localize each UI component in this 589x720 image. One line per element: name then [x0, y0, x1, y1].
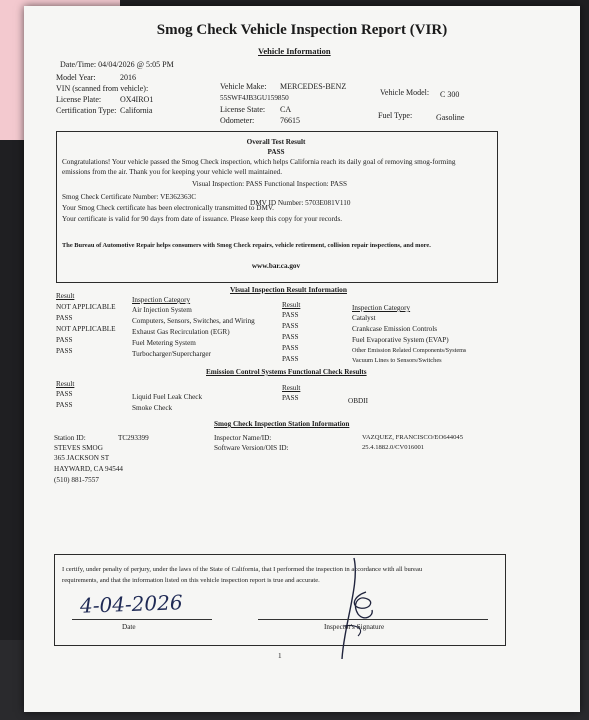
visual-result-header-left: Result [56, 292, 75, 300]
dmv-id-number: DMV ID Number: 5703E081V110 [250, 199, 351, 207]
functional-right-check-1: OBDII [348, 397, 368, 405]
vin-value: 55SWF4JB3GU159850 [220, 94, 289, 102]
visual-right-result-3: PASS [282, 333, 299, 341]
congrats-line-1: Congratulations! Your vehicle passed the Smog Check inspection, which helps California reach its daily goal of removing smog-forming [62, 158, 456, 166]
model-year-value: 2016 [120, 73, 136, 82]
functional-left-result-2: PASS [56, 401, 73, 409]
visual-right-category-4: Other Emission Related Components/Systems [352, 347, 467, 354]
certificate-number: Smog Check Certificate Number: VE362363C [62, 193, 197, 201]
functional-result-header-right: Result [282, 384, 301, 392]
report-title: Smog Check Vehicle Inspection Report (VIR) [156, 22, 448, 38]
visual-left-result-4: PASS [56, 336, 73, 344]
certification-line-2: requirements, and that the information listed on this vehicle inspection report is true and accurate. [62, 577, 320, 584]
certification-line-1: I certify, under penalty of perjury, under the laws of the State of California, that I performed the inspection in accordance with all bureau [62, 566, 423, 573]
fuel-type-value: Gasoline [436, 113, 465, 122]
station-name: STEVES SMOG [54, 444, 103, 452]
page-number: 1 [278, 652, 282, 660]
inspection-report-page [24, 6, 580, 712]
vehicle-model-value: C 300 [440, 90, 460, 99]
vehicle-model-label: Vehicle Model: [380, 88, 430, 97]
visual-right-result-5: PASS [282, 355, 299, 363]
license-state-label: License State: [220, 105, 266, 114]
vin-label: VIN (scanned from vehicle): [56, 84, 149, 93]
model-year-label: Model Year: [56, 73, 96, 82]
visual-left-category-3: Exhaust Gas Recirculation (EGR) [132, 328, 230, 336]
visual-functional-summary: Visual Inspection: PASS Functional Inspection: PASS [192, 180, 347, 188]
station-phone: (510) 881-7557 [54, 476, 99, 484]
software-version-label: Software Version/OIS ID: [214, 444, 289, 452]
overall-result-value: PASS [267, 148, 285, 156]
vehicle-make-value: MERCEDES-BENZ [280, 82, 347, 91]
visual-left-category-4: Fuel Metering System [132, 339, 196, 347]
odometer-label: Odometer: [220, 116, 255, 125]
visual-left-category-1: Air Injection System [132, 306, 192, 314]
transmitted-notice: Your Smog Check certificate has been electronically transmitted to DMV. [62, 204, 274, 212]
handwritten-date: 4-04-2026 [79, 590, 183, 618]
odometer-value: 76615 [280, 116, 300, 125]
visual-right-category-3: Fuel Evaporative System (EVAP) [352, 336, 449, 344]
license-state-value: CA [280, 105, 292, 114]
overall-result-heading: Overall Test Result [246, 138, 306, 146]
visual-category-header-left: Inspection Category [132, 296, 191, 304]
visual-right-category-5: Vacuum Lines to Sensors/Switches [352, 357, 442, 364]
station-id-value: TC293399 [118, 434, 149, 442]
license-plate-value: OX4IRO1 [120, 95, 154, 104]
inspection-datetime: Date/Time: 04/04/2026 @ 5:05 PM [60, 60, 174, 69]
inspector-name-value: VAZQUEZ, FRANCISCO/EO644045 [362, 434, 463, 441]
visual-left-category-5: Turbocharger/Supercharger [132, 350, 211, 358]
station-info-heading: Smog Check Inspection Station Information [214, 420, 350, 428]
visual-right-result-2: PASS [282, 322, 299, 330]
congrats-line-2: emissions from the air. Thank you for keeping your vehicle well maintained. [62, 168, 283, 176]
functional-left-check-2: Smoke Check [132, 404, 173, 412]
station-city: HAYWARD, CA 94544 [54, 465, 124, 473]
visual-right-category-1: Catalyst [352, 314, 376, 322]
visual-result-header-right: Result [282, 301, 301, 309]
visual-right-category-2: Crankcase Emission Controls [352, 325, 438, 333]
visual-category-header-right: Inspection Category [352, 304, 411, 312]
bar-website: www.bar.ca.gov [251, 262, 301, 270]
inspector-signature [314, 554, 434, 664]
certification-type-value: California [120, 106, 153, 115]
functional-left-result-1: PASS [56, 390, 73, 398]
visual-left-category-2: Computers, Sensors, Switches, and Wiring [132, 317, 255, 325]
visual-left-result-3: NOT APPLICABLE [56, 325, 116, 333]
visual-left-result-2: PASS [56, 314, 73, 322]
inspector-name-label: Inspector Name/ID: [214, 434, 272, 442]
validity-notice: Your certificate is valid for 90 days from date of issuance. Please keep this copy for your records. [62, 215, 343, 223]
visual-inspection-heading: Visual Inspection Result Information [230, 285, 347, 294]
date-label: Date [122, 623, 136, 631]
date-line [72, 619, 212, 620]
functional-check-heading: Emission Control Systems Functional Check Results [206, 368, 367, 376]
certification-type-label: Certification Type: [56, 106, 117, 115]
signature-line [258, 619, 488, 620]
functional-left-check-1: Liquid Fuel Leak Check [132, 393, 203, 401]
station-id-label: Station ID: [54, 434, 86, 442]
bar-notice-line-1: The Bureau of Automotive Repair helps consumers with Smog Check repairs, vehicle retirement, collision repair inspections, and more. [62, 242, 431, 249]
station-street: 365 JACKSON ST [54, 454, 110, 462]
license-plate-label: License Plate: [56, 95, 102, 104]
functional-result-header-left: Result [56, 380, 75, 388]
visual-right-result-4: PASS [282, 344, 299, 352]
visual-left-result-1: NOT APPLICABLE [56, 303, 116, 311]
visual-right-result-1: PASS [282, 311, 299, 319]
signature-label: Inspector's Signature [324, 623, 385, 631]
fuel-type-label: Fuel Type: [378, 111, 413, 120]
software-version-value: 25.4.1882.0/CV016001 [362, 444, 425, 451]
visual-left-result-5: PASS [56, 347, 73, 355]
functional-right-result-1: PASS [282, 394, 299, 402]
vehicle-make-label: Vehicle Make: [220, 82, 267, 91]
vehicle-info-heading: Vehicle Information [258, 46, 331, 56]
